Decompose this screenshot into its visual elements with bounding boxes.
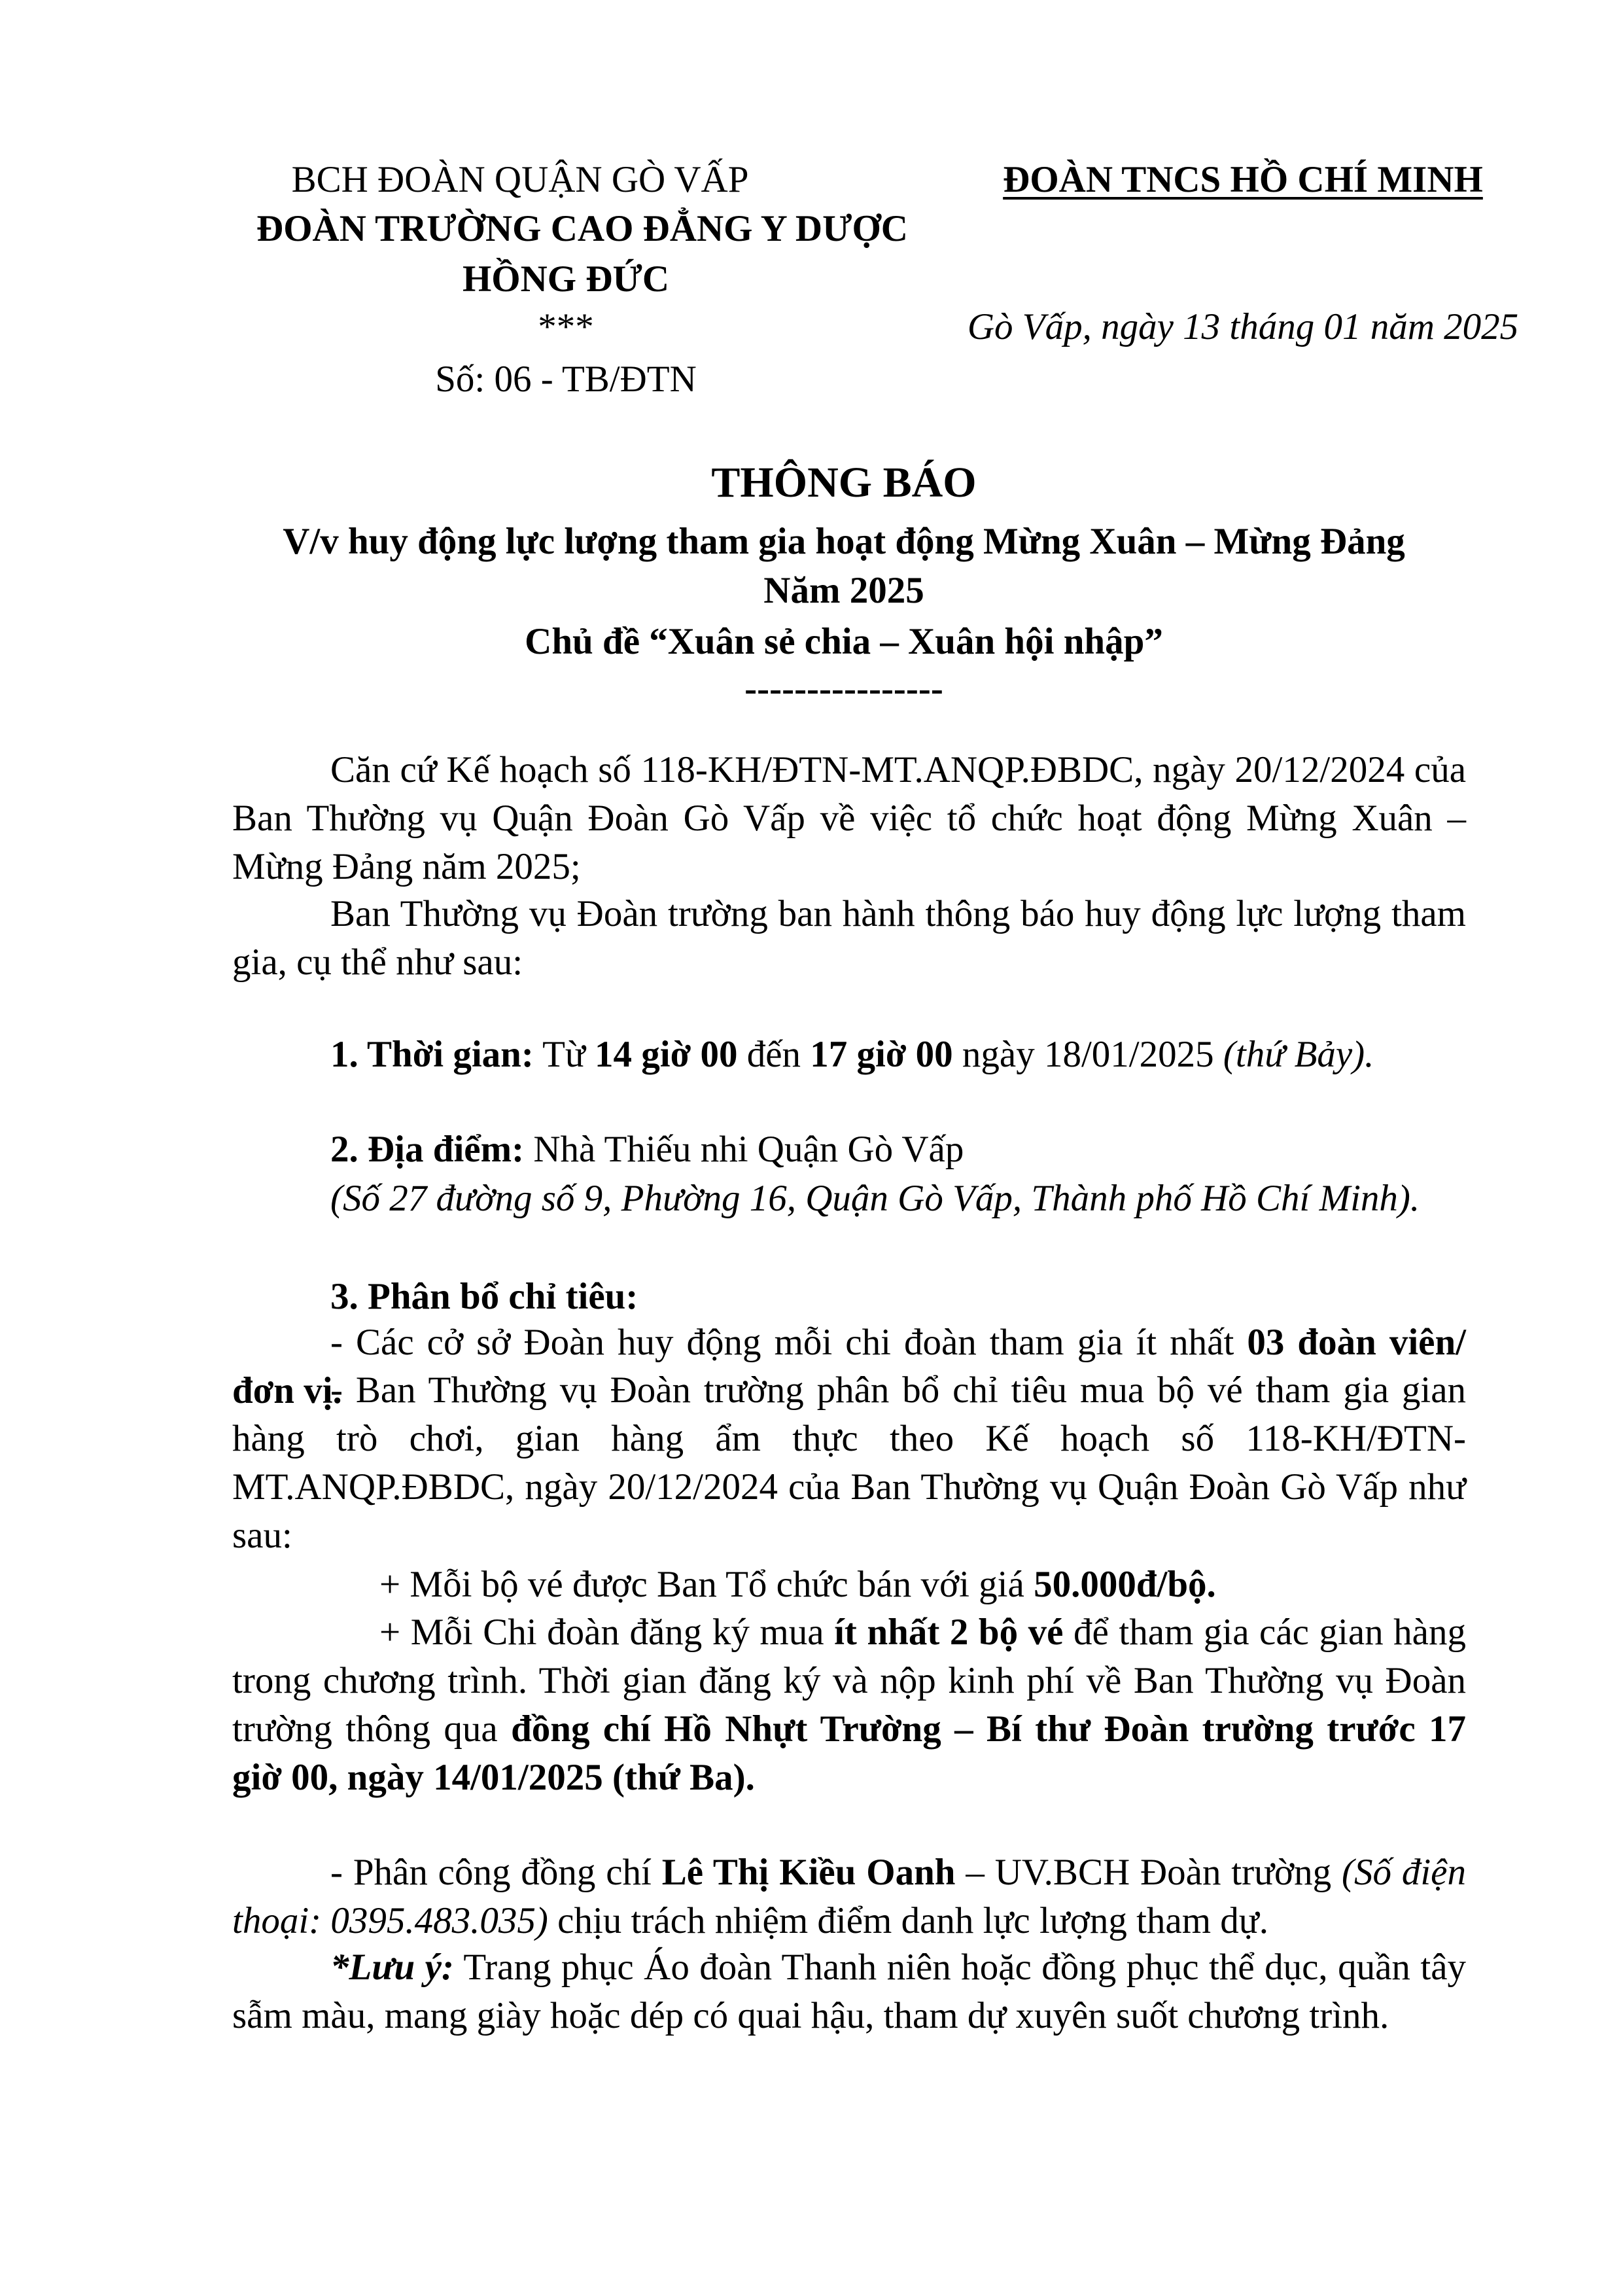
section-location-text: Nhà Thiếu nhi Quận Gò Vấp <box>524 1129 964 1170</box>
ticket-minimum: ít nhất 2 bộ vé <box>834 1612 1064 1653</box>
section-time-label: 1. Thời gian: <box>330 1034 534 1075</box>
assignment-text: - Phân công đồng chí <box>330 1852 662 1893</box>
note-text: Trang phục Áo đoàn Thanh niên hoặc đồng phục thể dục, quần tây sẫm màu, mang giày hoặc dép có quai hậu, tham dự xuyên suốt chương trình. <box>232 1947 1466 2036</box>
header-stars: *** <box>538 306 594 347</box>
ticket-registration-text: để tham gia các gian hàng trong chương trình. Thời gian đăng ký và nộp kinh phí về Ban Thường vụ Đoàn trường thông qua <box>232 1612 1466 1750</box>
subject-year: Năm 2025 <box>763 570 924 611</box>
theme-line: Chủ đề “Xuân sẻ chia – Xuân hội nhập” <box>525 621 1163 662</box>
note-label: *Lưu ý: <box>330 1947 454 1988</box>
section-time-end: 17 giờ 00 <box>810 1034 953 1075</box>
assignee-name: Lê Thị Kiều Oanh <box>661 1852 956 1893</box>
section-location-label: 2. Địa điểm: <box>330 1129 525 1170</box>
note-paragraph <box>232 1943 1466 2040</box>
ticket-price-text: + Mỗi bộ vé được Ban Tổ chức bán với giá <box>379 1564 1034 1605</box>
paragraph-basis: Căn cứ Kế hoạch số 118-KH/ĐTN-MT.ANQP.ĐBDC, ngày 20/12/2024 của Ban Thường vụ Quận Đoàn Gò Vấp về việc tổ chức hoạt động Mừng Xuân – Mừng Đảng năm 2025; <box>232 749 1466 887</box>
ticket-price <box>232 1561 1466 1609</box>
ticket-price-value: 50.000đ/bộ. <box>1034 1564 1216 1605</box>
section-quota-label: 3. Phân bổ chỉ tiêu: <box>330 1276 638 1317</box>
section-time-weekday: (thứ Bảy). <box>1223 1034 1374 1075</box>
section-time <box>232 1031 1466 1079</box>
issuer-parent-org: BCH ĐOÀN QUẬN GÒ VẤP <box>291 159 749 200</box>
document-number: Số: 06 - TB/ĐTN <box>435 359 697 400</box>
party-header: ĐOÀN TNCS HỒ CHÍ MINH <box>1003 159 1483 200</box>
ticket-deadline: đồng chí Hồ Nhựt Trường – Bí thư Đoàn trường trước 17 giờ 00, ngày 14/01/2025 (thứ Ba). <box>232 1708 1466 1798</box>
assignment-paragraph <box>232 1848 1466 1945</box>
location-address: (Số 27 đường số 9, Phường 16, Quận Gò Vấp, Thành phố Hồ Chí Minh). <box>330 1178 1420 1219</box>
document-title: THÔNG BÁO <box>711 459 977 506</box>
issuer-org-cont: HỒNG ĐỨC <box>462 258 670 300</box>
section-time-text: đến <box>737 1034 811 1075</box>
section-location <box>232 1125 1466 1174</box>
assignment-text: chịu trách nhiệm điểm danh lực lượng tham dự. <box>548 1900 1268 1941</box>
section-time-date: ngày 18/01/2025 <box>952 1034 1223 1075</box>
quota-item-tickets: - Ban Thường vụ Đoàn trường phân bổ chỉ tiêu mua bộ vé tham gia gian hàng trò chơi, gian hàng ẩm thực theo Kế hoạch số 118-KH/ĐTN-MT.ANQP.ĐBDC, ngày 20/12/2024 của Ban Thường vụ Quận Đoàn Gò Vấp như sau: <box>232 1369 1466 1556</box>
title-divider: ---------------- <box>744 668 943 709</box>
ticket-registration-text: + Mỗi Chi đoàn đăng ký mua <box>379 1612 835 1653</box>
quota-item-count: 03 đoàn viên/đơn vị. <box>232 1322 1466 1411</box>
issuer-org: ĐOÀN TRƯỜNG CAO ĐẲNG Y DƯỢC <box>256 208 908 249</box>
section-time-text: Từ <box>533 1034 595 1075</box>
subject-line: V/v huy động lực lượng tham gia hoạt động Mừng Xuân – Mừng Đảng <box>283 521 1405 562</box>
paragraph-intro: Ban Thường vụ Đoàn trường ban hành thông báo huy động lực lượng tham gia, cụ thể như sau: <box>232 893 1466 983</box>
ticket-registration <box>232 1608 1466 1802</box>
section-time-start: 14 giờ 00 <box>595 1034 738 1075</box>
date-line: Gò Vấp, ngày 13 tháng 01 năm 2025 <box>967 306 1519 347</box>
quota-item-text: - Các cở sở Đoàn huy động mỗi chi đoàn tham gia ít nhất <box>330 1322 1248 1363</box>
assignment-text: – UV.BCH Đoàn trường <box>955 1852 1342 1893</box>
assignee-phone: (Số điện thoại: 0395.483.035) <box>232 1852 1466 1941</box>
